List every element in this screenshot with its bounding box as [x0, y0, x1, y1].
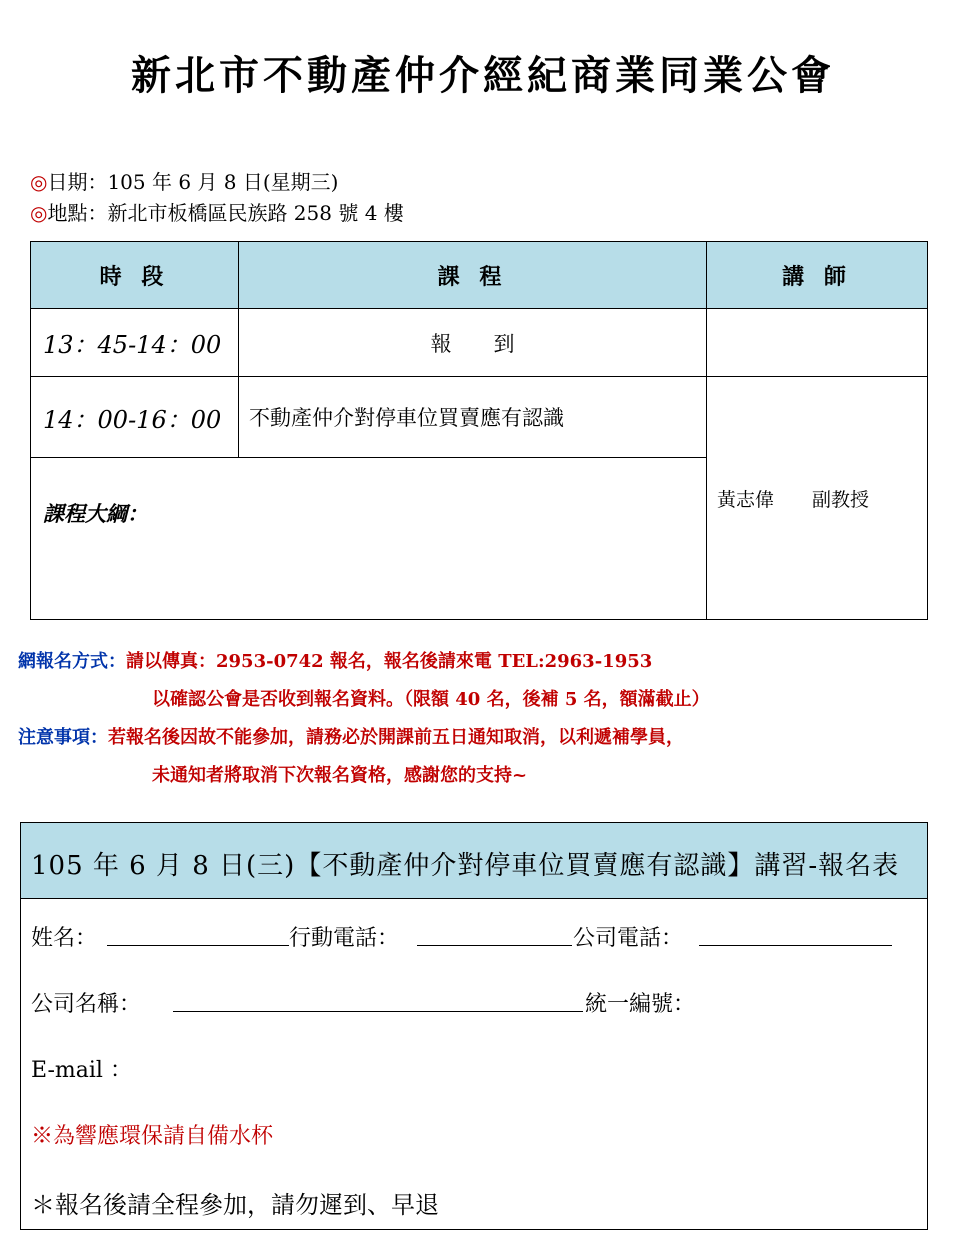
schedule-table: [30, 241, 928, 620]
notice-line-1: [18, 723, 684, 749]
form-header-text: 105 年 6 月 8 日(三)【不動產仲介對停車位買賣應有認識】講習-報名表: [31, 851, 900, 881]
registration-text-2: 以確認公會是否收到報名資料。（限額 40 名，後補 5 名，額滿截止）: [152, 689, 710, 710]
name-field[interactable]: [107, 945, 289, 946]
company-name-label: 公司名稱：: [31, 992, 142, 1017]
mobile-label: 行動電話：: [289, 926, 400, 951]
place-info: [30, 197, 404, 226]
registration-form: [20, 822, 928, 1230]
name-label: 姓名：: [31, 926, 98, 951]
row1-teacher: [707, 309, 928, 377]
teacher-name: 黃志偉 副教授: [707, 377, 928, 620]
attend-note: ＊報名後請全程參加，請勿遲到、早退: [31, 1191, 439, 1219]
row1-time: 13：45-14：00: [31, 309, 239, 377]
company-name-field[interactable]: [173, 1011, 583, 1012]
notice-label: 注意事項：: [18, 727, 108, 748]
place-text: 地點：新北市板橋區民族路 258 號 4 樓: [47, 201, 404, 225]
course-outline: 課程大綱：: [31, 458, 707, 620]
form-header: [21, 823, 927, 899]
header-course: 課 程: [239, 242, 707, 309]
notice-text-2: 未通知者將取消下次報名資格，感謝您的支持~: [152, 765, 528, 786]
email-label: E-mail ：: [31, 1058, 132, 1083]
notice-text-1: 若報名後因故不能參加，請務必於開課前五日通知取消，以利遞補學員，: [108, 727, 684, 748]
date-text: 日期：105 年 6 月 8 日(星期三): [47, 170, 339, 194]
header-teacher: 講 師: [707, 242, 928, 309]
company-phone-label: 公司電話：: [573, 926, 684, 951]
tax-id-label: 統一編號：: [585, 992, 696, 1017]
place-bullet: ◎: [30, 201, 48, 225]
company-phone-field[interactable]: [699, 945, 892, 946]
registration-label: 網報名方式：: [18, 651, 126, 672]
row2-course: 不動產仲介對停車位買賣應有認識: [239, 377, 707, 458]
registration-line-1: [18, 647, 652, 673]
date-info: [30, 166, 338, 195]
eco-note: ※為響應環保請自備水杯: [31, 1124, 274, 1149]
mobile-field[interactable]: [417, 945, 572, 946]
date-bullet: ◎: [30, 170, 48, 194]
page-title: 新北市不動產仲介經紀商業同業公會: [131, 52, 835, 99]
registration-text-1: 請以傳真：2953-0742 報名，報名後請來電 TEL:2963-1953: [126, 651, 653, 672]
row1-course: 報 到: [239, 309, 707, 377]
row2-time: 14：00-16：00: [31, 377, 239, 458]
header-time: 時 段: [31, 242, 239, 309]
